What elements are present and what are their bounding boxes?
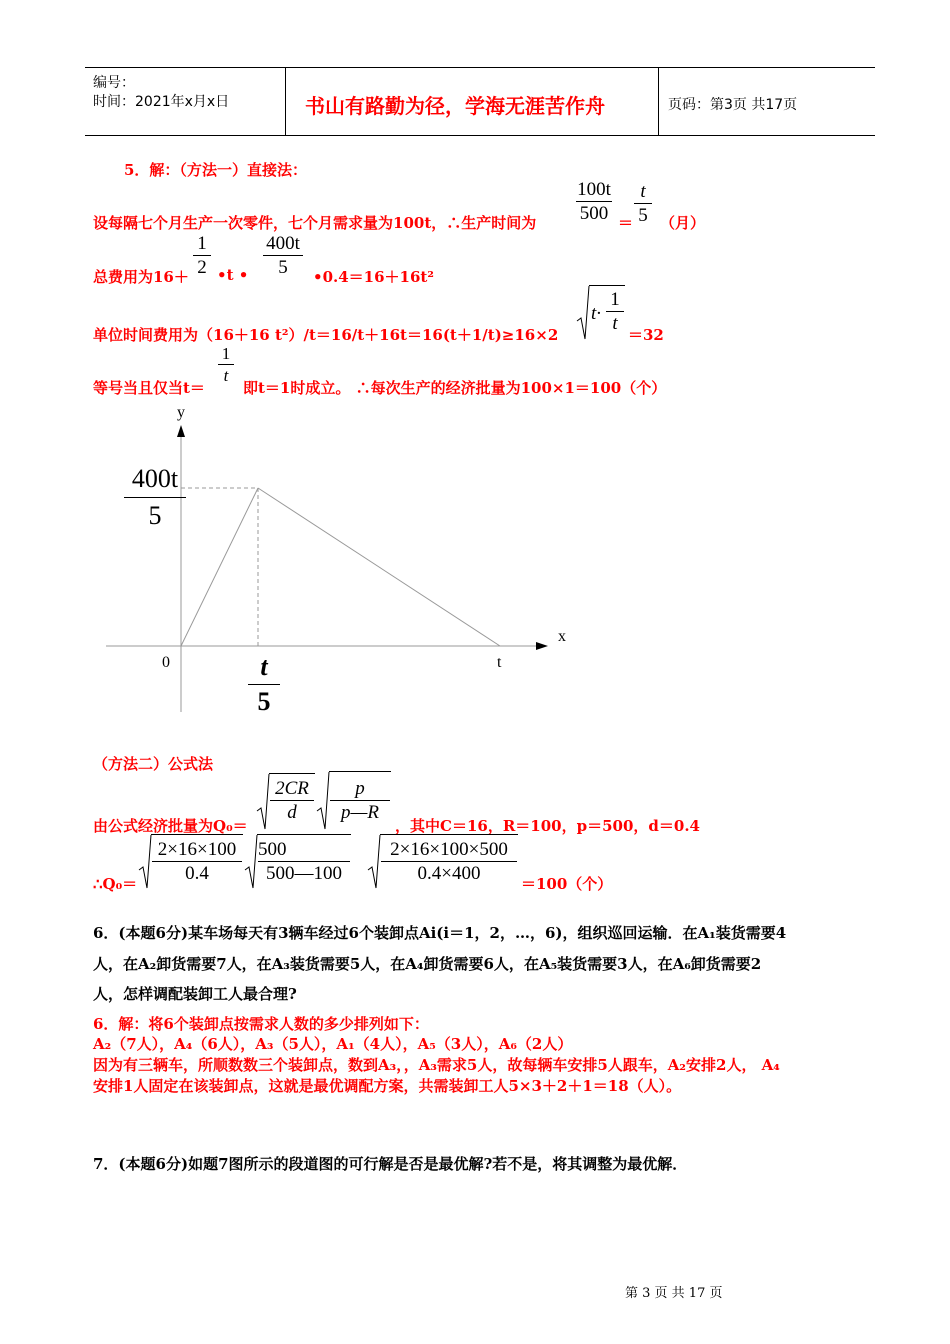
- q6-answer-line3: 因为有三辆车，所顺数数三个装卸点，数到A₃，，A₃需求5人，故每辆车安排5人跟车，A₂安排2人， A₄: [93, 1056, 780, 1074]
- method2-sqrt-2CR-d: 2CR d: [256, 773, 316, 831]
- radical-sign-icon: [316, 771, 330, 831]
- graph-xmark-label: t 5: [248, 654, 280, 715]
- graph-origin-label: 0: [162, 654, 170, 671]
- graph-x-label: x: [558, 628, 566, 645]
- graph-peak-label: 400t 5: [124, 466, 186, 529]
- q5-line1: 设每隔七个月生产一次零件，七个月需求量为100t，∴生产时间为: [93, 214, 537, 232]
- inventory-graph: [100, 400, 580, 720]
- page-footer: 第 3 页 共 17 页: [625, 1286, 723, 1301]
- q7-question-line1: 7．(本题6分)如题7图所示的段道图的可行解是否是最优解?若不是，将其调整为最优解．: [93, 1155, 688, 1173]
- method2-sqrt-group-2: 500 500—100: [244, 834, 352, 890]
- q5-line3: 单位时间费用为（16＋16 t²）/t＝16/t＋16t＝16(t＋1/t)≥16×2: [93, 326, 559, 344]
- graph-y-arrow: [177, 425, 185, 437]
- radical-sign-icon: [244, 834, 258, 890]
- q5-line3-end: ＝32: [628, 326, 664, 344]
- q5-sqrt-t-1-over-t: t· 1 t: [576, 285, 626, 341]
- graph-t-label: t: [497, 654, 502, 671]
- q6-question-line3: 人，怎样调配装卸工人最合理?: [93, 985, 297, 1003]
- graph-fall-line: [258, 488, 500, 646]
- q5-line2-b: •t •: [217, 266, 249, 284]
- q5-line4-b: 即t＝1时成立。 ∴每次生产的经济批量为100×1＝100（个）: [243, 379, 667, 397]
- graph-rise-line: [181, 488, 258, 646]
- radical-sign-icon: [576, 285, 590, 341]
- q5-line2-c: •0.4＝16＋16t²: [313, 268, 434, 286]
- header-time-label: 时间：2021年x月x日: [93, 94, 230, 110]
- q5-fraction-1-t: 1 t: [218, 345, 234, 384]
- q5-line2-a: 总费用为16＋: [93, 268, 189, 286]
- graph-x-arrow: [536, 642, 548, 650]
- method2-line2-b: ＝100（个）: [521, 875, 613, 893]
- q6-question-line1: 6．(本题6分)某车场每天有3辆车经过6个装卸点Ai(i＝1，2，…，6)，组织巡回运输．在A₁装货需要4: [93, 924, 787, 942]
- q5-line1-unit: （月）: [660, 214, 706, 232]
- q6-answer-line4: 安排1人固定在该装卸点，这就是最优调配方案，共需装卸工人5×3＋2＋1＝18（人）。: [93, 1077, 682, 1095]
- header-divider-2: [658, 67, 659, 136]
- q5-title: 5．解：（方法一）直接法：: [124, 161, 307, 179]
- header-divider-1: [285, 67, 286, 136]
- method2-sqrt-p-over-p-R: p p—R: [316, 771, 392, 831]
- method2-line2-a: ∴Q₀＝: [93, 875, 138, 893]
- q5-line1-equals: ＝: [618, 214, 634, 232]
- radical-sign-icon: [367, 834, 381, 890]
- method2-title: （方法二）公式法: [93, 755, 214, 773]
- header-page-info: 页码：第3页 共17页: [668, 97, 798, 113]
- method2-line1-a: 由公式经济批量为Q₀＝: [93, 817, 248, 835]
- header-number-label: 编号：: [93, 75, 135, 91]
- q6-answer-line2: A₂（7人），A₄（6人），A₃（5人），A₁（4人），A₅（3人），A₆（2人）: [93, 1035, 573, 1053]
- q5-line4-a: 等号当且仅当t＝: [93, 379, 205, 397]
- q5-fraction-t-5: t 5: [634, 182, 652, 225]
- q5-fraction-100t-500: 100t 500: [577, 179, 611, 224]
- method2-line1-b: ，其中C＝16，R＝100，p＝500，d＝0.4: [395, 817, 700, 835]
- graph-y-label: y: [177, 404, 185, 421]
- header-top-border: [85, 67, 875, 68]
- q5-fraction-1-2: 1 2: [193, 234, 211, 277]
- method2-sqrt-group-1: 2×16×100 0.4: [138, 834, 244, 890]
- method2-sqrt-group-3: 2×16×100×500 0.4×400: [367, 834, 519, 890]
- q6-answer-line1: 6．解：将6个装卸点按需求人数的多少排列如下：: [93, 1015, 429, 1033]
- radical-sign-icon: [138, 834, 152, 890]
- header-motto: 书山有路勤为径，学海无涯苦作舟: [305, 94, 605, 118]
- q5-fraction-400t-5: 400t 5: [263, 234, 303, 277]
- radical-sign-icon: [256, 773, 270, 831]
- q6-question-line2: 人，在A₂卸货需要7人，在A₃装货需要5人，在A₄卸货需要6人，在A₅装货需要3人，在A₆卸货需要2: [93, 955, 762, 973]
- header-bottom-border: [85, 135, 875, 136]
